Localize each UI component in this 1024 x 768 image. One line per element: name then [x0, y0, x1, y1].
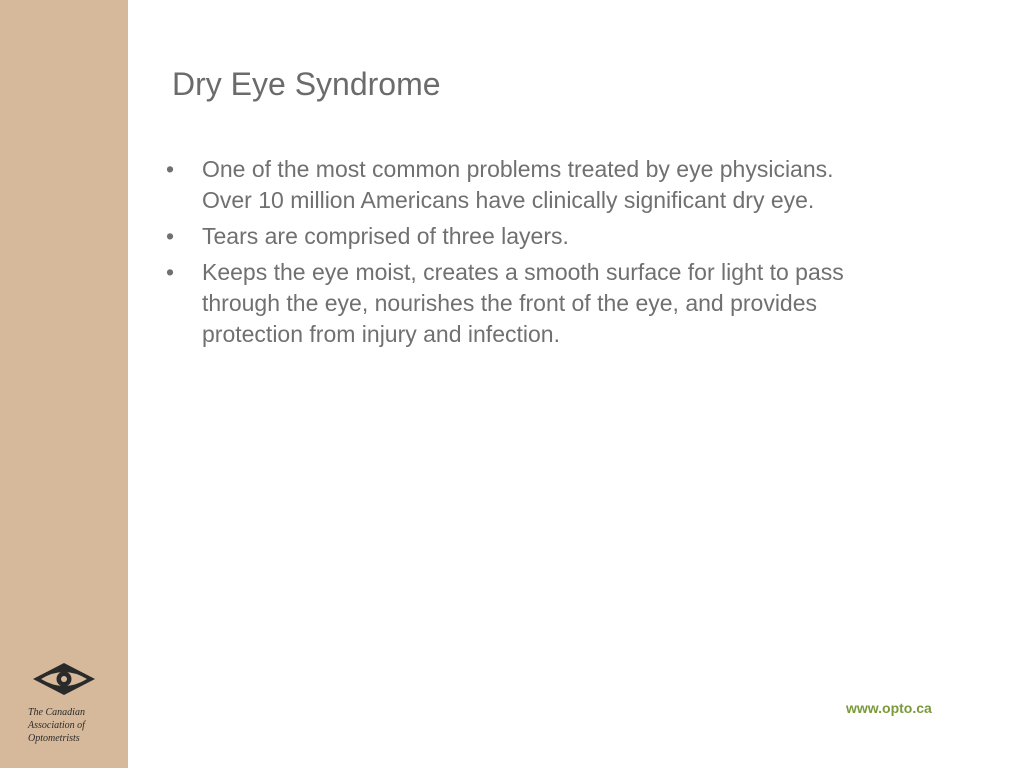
bullet-marker: •: [166, 156, 175, 182]
bullet-item: [162, 257, 862, 350]
logo-line-1: The Canadian: [28, 707, 85, 718]
slide-title: Dry Eye Syndrome: [172, 66, 441, 102]
bullet-marker: •: [166, 223, 175, 249]
bullet-text: Tears are comprised of three layers.: [202, 223, 569, 249]
website-link[interactable]: www.opto.ca: [846, 700, 932, 716]
bullet-list: [162, 154, 862, 355]
logo-line-2: Association of: [28, 720, 85, 731]
logo-text: [28, 706, 108, 745]
logo: [28, 662, 108, 745]
bullet-text: Keeps the eye moist, creates a smooth surface for light to pass through the eye, nourishes the front of the eye, and provides protection from injury and infection.: [202, 259, 844, 347]
sidebar: [0, 0, 128, 768]
bullet-item: [162, 221, 862, 252]
bullet-text: One of the most common problems treated by eye physicians. Over 10 million Americans have clinically significant dry eye.: [202, 156, 834, 213]
logo-line-3: Optometrists: [28, 733, 80, 744]
bullet-item: [162, 154, 862, 216]
bullet-marker: •: [166, 259, 175, 285]
eye-diamond-icon: [32, 662, 96, 696]
